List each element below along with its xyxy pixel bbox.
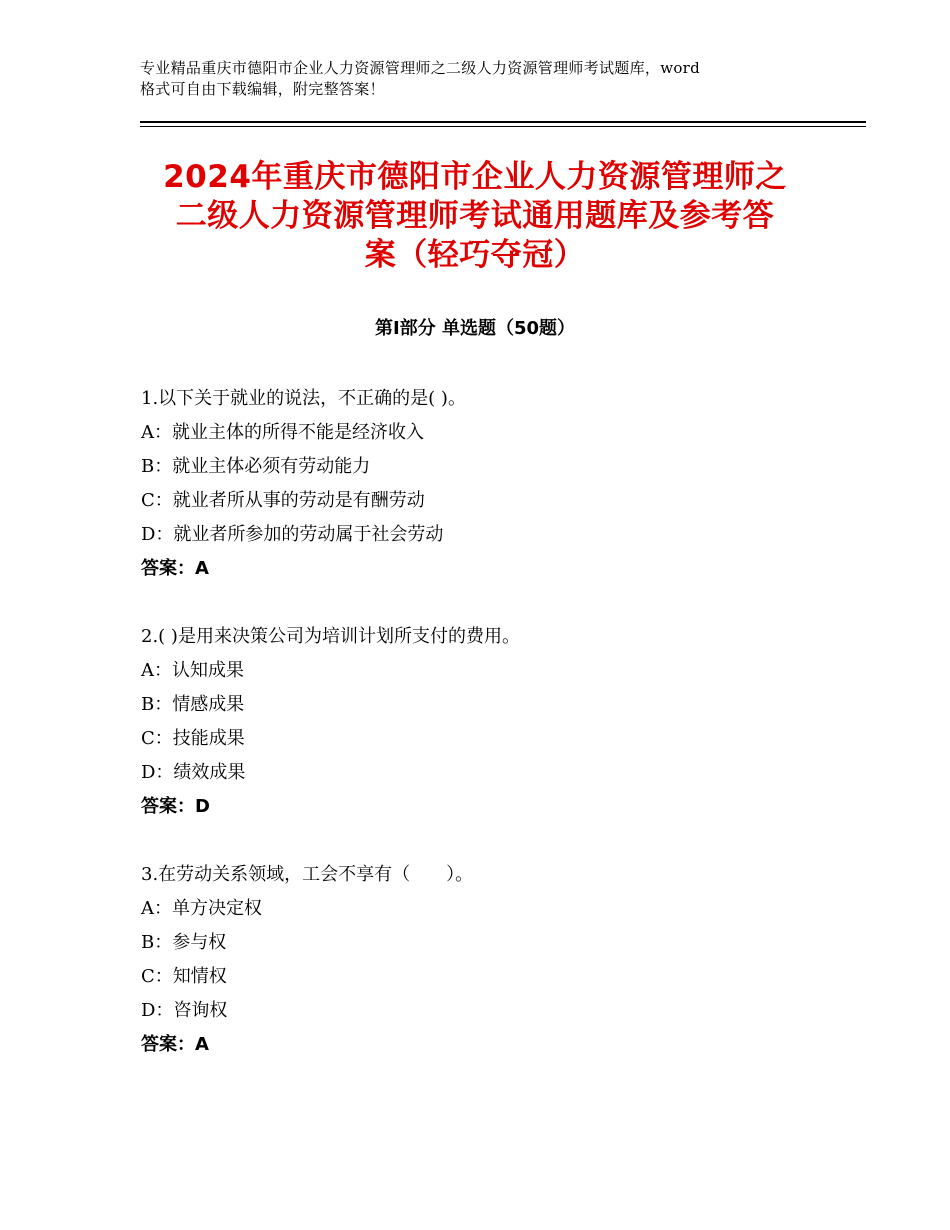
question-3 bbox=[141, 858, 841, 1062]
document-title-line-2: 二级人力资源管理师考试通用题库及参考答 bbox=[175, 198, 775, 234]
option-a: A：就业主体的所得不能是经济收入 bbox=[141, 422, 424, 443]
option-c: C：技能成果 bbox=[141, 728, 245, 749]
option-d: D：咨询权 bbox=[141, 1000, 228, 1021]
option-b: B：参与权 bbox=[141, 932, 227, 953]
option-c: C：就业者所从事的劳动是有酬劳动 bbox=[141, 490, 425, 511]
option-a: A：单方决定权 bbox=[141, 898, 262, 919]
header-note-line-1: 专业精品重庆市德阳市企业人力资源管理师之二级人力资源管理师考试题库，word bbox=[140, 59, 701, 77]
document-title-line-3: 案（轻巧夺冠） bbox=[364, 237, 586, 273]
answer-line: 答案：D bbox=[141, 796, 210, 817]
option-c: C：知情权 bbox=[141, 966, 227, 987]
answer-line: 答案：A bbox=[141, 558, 209, 579]
question-stem: 3.在劳动关系领域，工会不享有（ ）。 bbox=[141, 864, 474, 885]
option-d: D：绩效成果 bbox=[141, 762, 246, 783]
question-2 bbox=[141, 620, 841, 824]
question-stem: 1.以下关于就业的说法，不正确的是( )。 bbox=[141, 388, 466, 409]
option-b: B：情感成果 bbox=[141, 694, 245, 715]
header-divider-thin bbox=[140, 126, 866, 127]
question-list bbox=[141, 382, 841, 1096]
option-d: D：就业者所参加的劳动属于社会劳动 bbox=[141, 524, 444, 545]
answer-line: 答案：A bbox=[141, 1034, 209, 1055]
option-b: B：就业主体必须有劳动能力 bbox=[141, 456, 371, 477]
document-title bbox=[125, 158, 825, 275]
question-1 bbox=[141, 382, 841, 586]
option-a: A：认知成果 bbox=[141, 660, 244, 681]
header-divider-thick bbox=[140, 121, 866, 123]
question-stem: 2.( )是用来决策公司为培训计划所支付的费用。 bbox=[141, 626, 520, 647]
section-title: 第Ⅰ部分 单选题（50题） bbox=[374, 318, 575, 339]
document-title-line-1: 2024年重庆市德阳市企业人力资源管理师之 bbox=[163, 159, 787, 195]
header-note bbox=[140, 58, 830, 100]
header-note-line-2: 格式可自由下载编辑，附完整答案！ bbox=[140, 80, 385, 98]
